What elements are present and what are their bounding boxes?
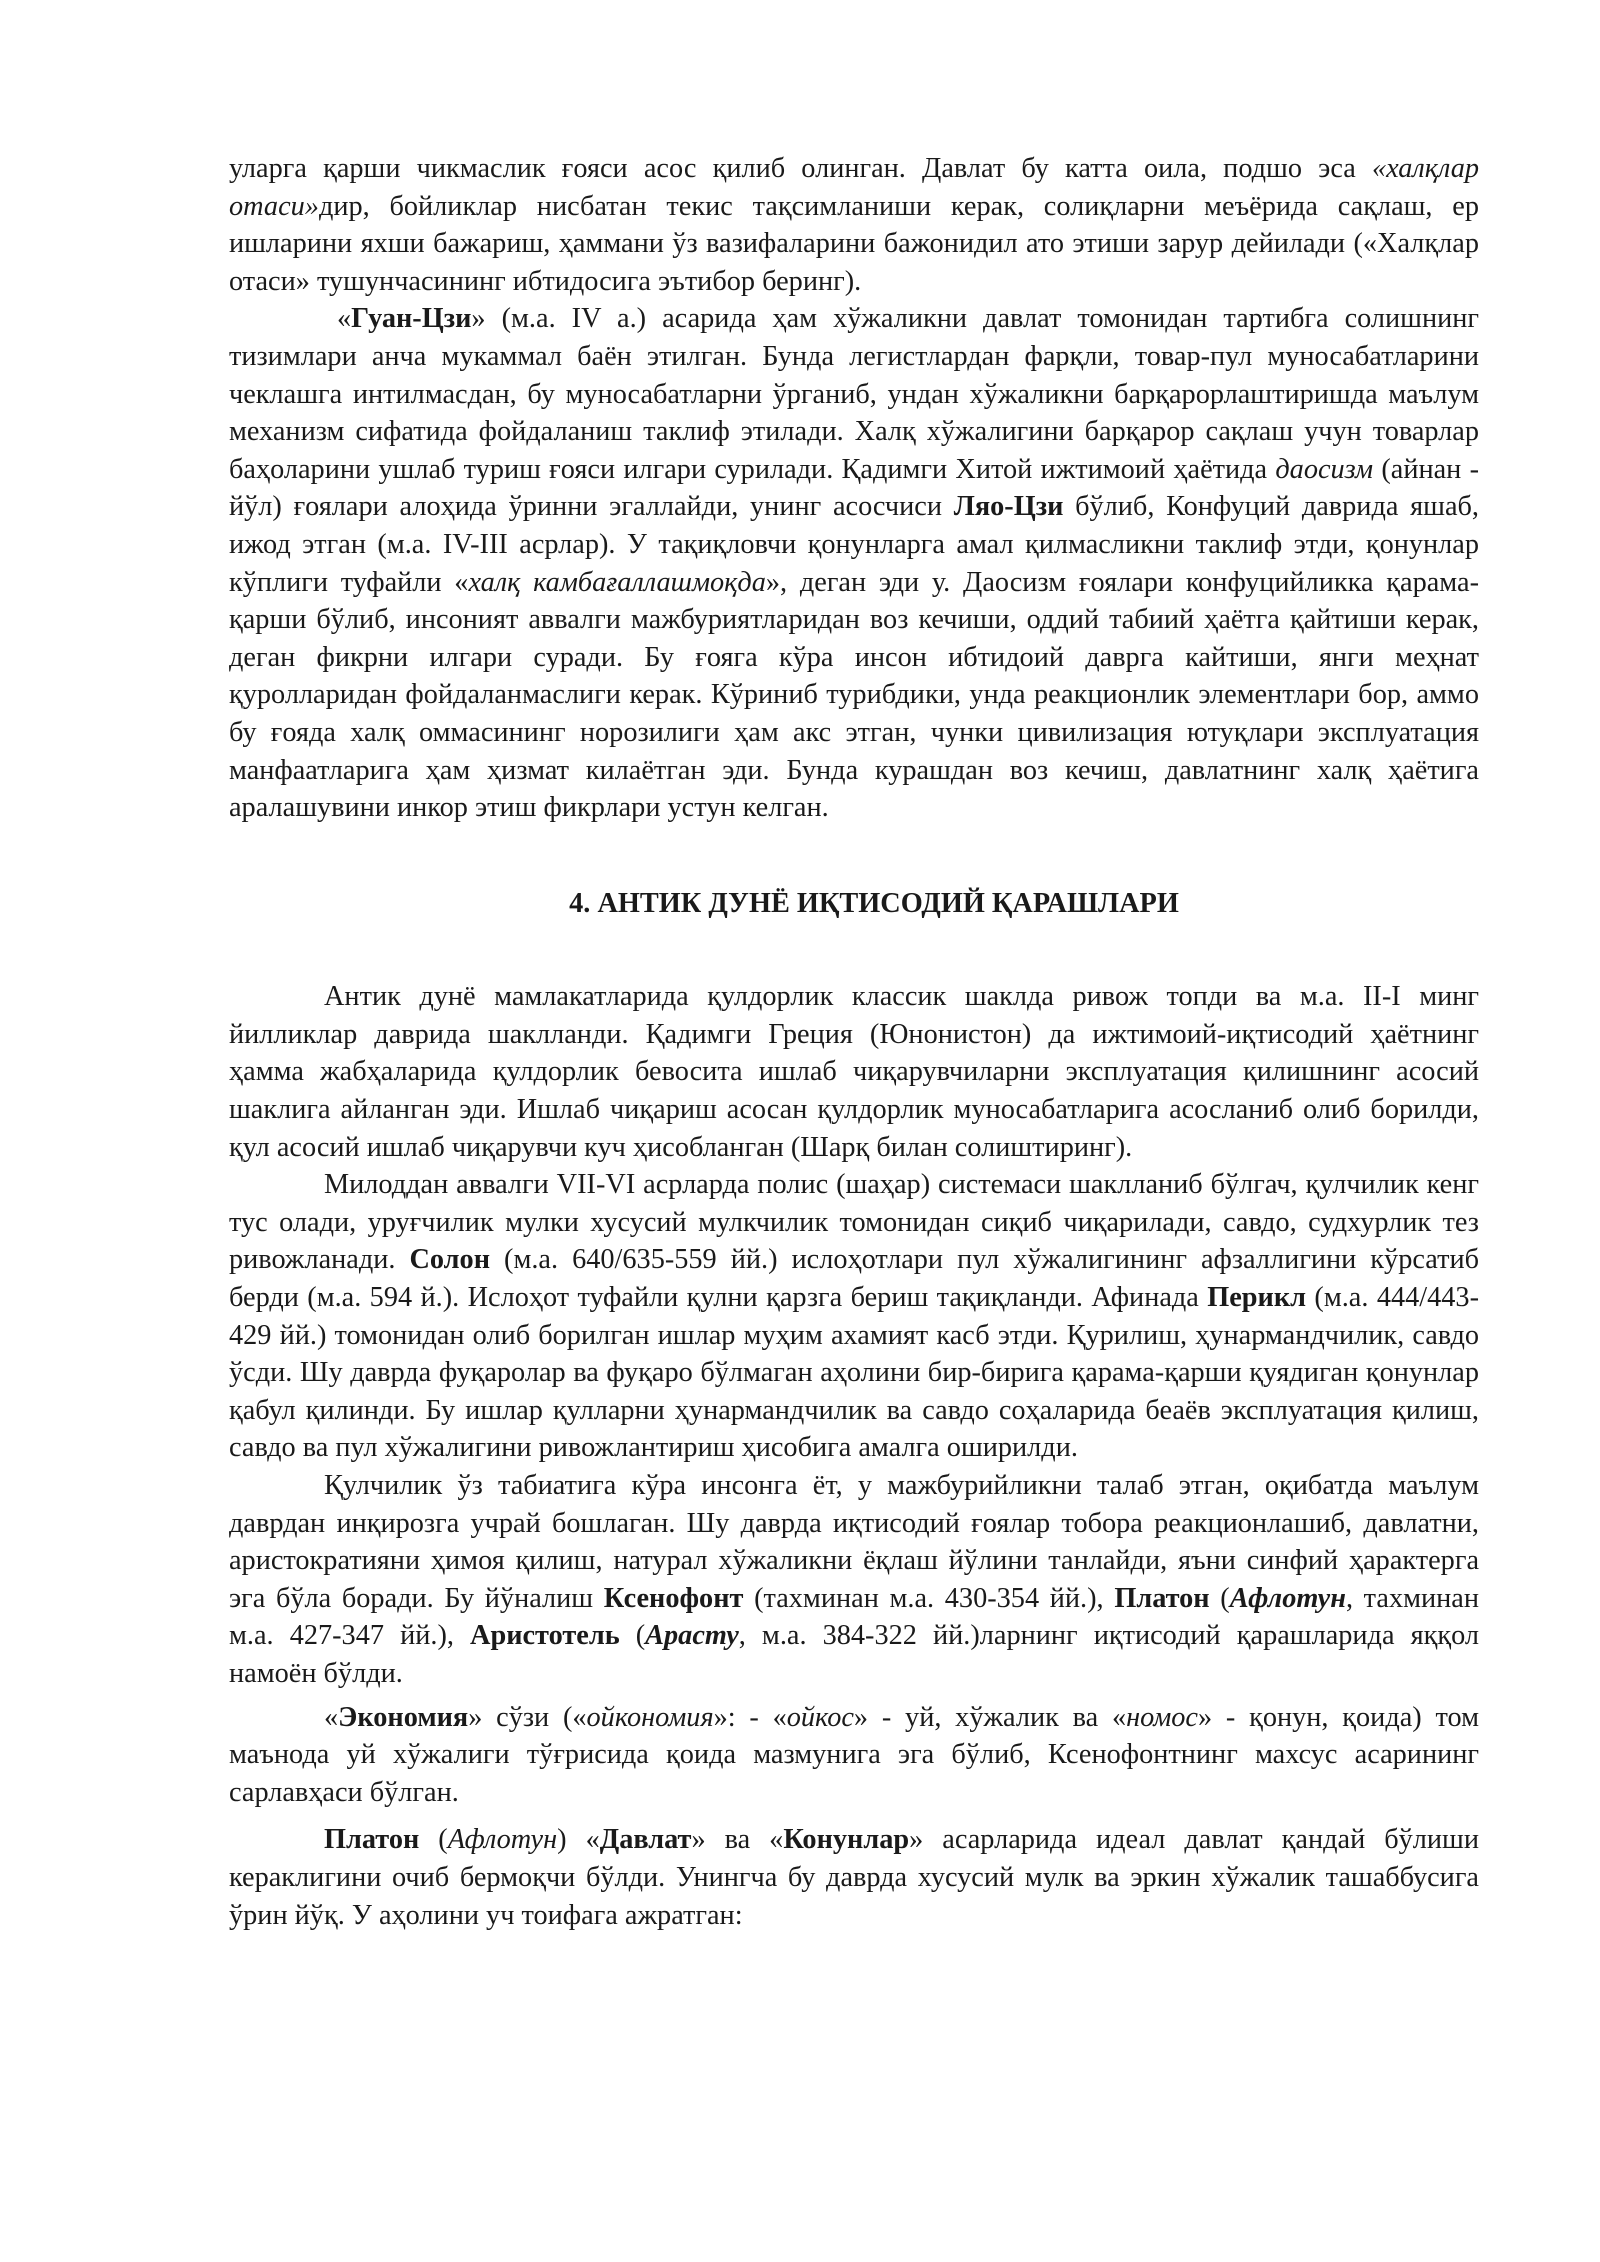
paragraph-1: уларга қарши чикмаслик ғояси асос қилиб олинган. Давлат бу катта оила, подшо эса «халқлар отаси»дир, бойликлар нисбатан текис тақсимланиши керак, солиқларни меъёрида сақлаш, ер ишларини яхши бажариш, ҳаммани ўз вазифаларини бажонидил ато этиши зарур дейилади («Халқлар отаси» тушунчасининг ибтидосига эътибор беринг). [229,153,1479,297]
paragraph-2: «Гуан-Цзи» (м.а. IV а.) асарида ҳам хўжаликни давлат томонидан тартибга солишнинг тизимлари анча мукаммал баён этилган. Бунда легистлардан фарқли, товар-пул муносабатларини чеклашга интилмасдан, бу муносабатларни ўрганиб, ундан хўжаликни барқарорлаштиришда маълум механизм сифатида фойдаланиш таклиф этилади. Халқ хўжалигини барқарор сақлаш учун товарлар баҳоларини ушлаб туриш ғояси илгари сурилади. Қадимги Хитой ижтимоий ҳаётида даосизм (айнан - йўл) ғоялари алоҳида ўринни эгаллайди, унинг асосчиси Ляо-Цзи бўлиб, Конфуций даврида яшаб, ижод этган (м.а. IV-III асрлар). У тақиқловчи қонунларга амал қилмасликни таклиф этди, қонунлар кўплиги туфайли «халқ камбағаллашмоқда», деган эди у. Даосизм ғоялари конфуцийликка қарама-қарши бўлиб, инсоният аввалги мажбуриятларидан воз кечиши, оддий табиий ҳаётга қайтиши керак, деган фикрни илгари суради. Бу ғояга кўра инсон ибтидоий даврга кайтиши, янги меҳнат қуролларидан фойдаланмаслиги керак. Кўриниб турибдики, унда реакционлик элементлари бор, аммо бу ғояда халқ оммасининг норозилиги ҳам акс этган, чунки цивилизация ютуқлари эксплуатация манфаатларига ҳам ҳизмат килаётган эди. Бунда курашдан воз кечиш, давлатнинг халқ ҳаётига аралашувини инкор этиш фикрлари устун келган. [229,303,1480,824]
paragraph-6: «Экономия» сўзи («ойкономия»: - «ойкос» - уй, хўжалик ва «номос» - қонун, қоида) том маънода уй хўжалиги тўғрисида қоида мазмунига эга бўлиб, Ксенофонтнинг махсус асарининг сарлавҳаси бўлган. [229,1701,1479,1808]
paragraph-7: Платон (Афлотун) «Давлат» ва «Конунлар» асарларида идеал давлат қандай бўлиши кераклигини очиб бермоқчи бўлди. Унингча бу даврда хусусий мулк ва эркин хўжалик ташаббусига ўрин йўқ. У аҳолини уч тоифага ажратган: [229,1824,1479,1931]
section-heading: 4. АНТИК ДУНЁ ИҚТИСОДИЙ ҚАРАШЛАРИ [569,887,1179,919]
paragraph-5: Қулчилик ўз табиатига кўра инсонга ёт, у мажбурийликни талаб этган, оқибатда маълум даврдан инқирозга учрай бошлаган. Шу даврда иқтисодий ғоялар тобора реакционлашиб, давлатни, аристократияни ҳимоя қилиш, натурал хўжаликни ёқлаш йўлини танлайди, яъни синфий ҳарактерга эга бўла боради. Бу йўналиш Ксенофонт (тахминан м.а. 430-354 йй.), Платон (Афлотун, тахминан м.а. 427-347 йй.), Аристотель (Арасту, м.а. 384-322 йй.)ларнинг иқтисодий қарашларида яққол намоён бўлди. [229,1470,1479,1689]
paragraph-3: Антик дунё мамлакатларида қулдорлик классик шаклда ривож топди ва м.а. II-I минг йилликлар даврида шаклланди. Қадимги Греция (Юнонистон) да ижтимоий-иқтисодий ҳаётнинг ҳамма жабҳаларида қулдорлик бевосита ишлаб чиқарувчиларни эксплуатация қилишнинг асосий шаклига айланган эди. Ишлаб чиқариш асосан қулдорлик муносабатларига асосланиб олиб борилди, қул асосий ишлаб чиқарувчи куч ҳисобланган (Шарқ билан солиштиринг). [229,981,1479,1163]
paragraph-4: Милоддан аввалги VII-VI асрларда полис (шаҳар) системаси шаклланиб бўлгач, қулчилик кенг тус олади, уруғчилик мулки хусусий мулкчилик томонидан сиқиб чиқарилади, савдо, судхурлик тез ривожланади. Солон (м.а. 640/635-559 йй.) ислоҳотлари пул хўжалигининг афзаллигини кўрсатиб берди (м.а. 594 й.). Ислоҳот туфайли қулни қарзга бериш тақиқланди. Афинада Перикл (м.а. 444/443-429 йй.) томонидан олиб борилган ишлар муҳим ахамият касб этди. Қурилиш, ҳунармандчилик, савдо ўсди. Шу даврда фуқаролар ва фуқаро бўлмаган аҳолини бир-бирига қарама-қарши қуядиган қонунлар қабул қилинди. Бу ишлар қулларни ҳунармандчилик ва савдо соҳаларида беаёв эксплуатация қилиш, савдо ва пул хўжалигини ривожлантириш ҳисобига амалга оширилди. [229,1169,1479,1464]
document-page [229,150,1479,1934]
